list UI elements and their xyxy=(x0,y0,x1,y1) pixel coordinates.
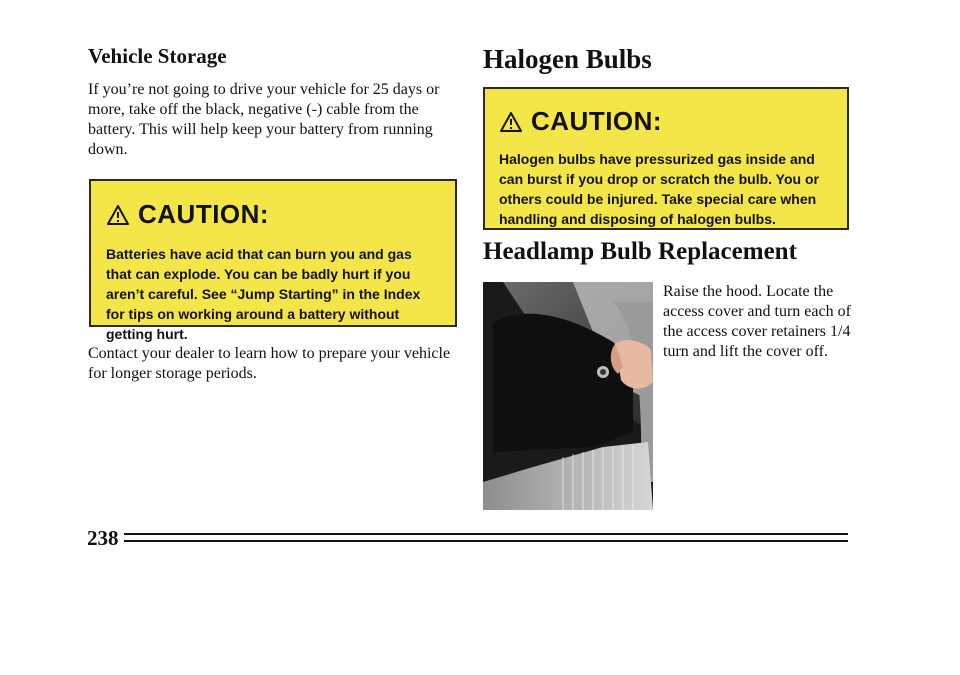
caution-text: Halogen bulbs have pressurized gas inside and can burst if you drop or scratch the bulb. You or others could be injured. Take special care when handling and disposing of halogen bulbs. xyxy=(499,151,819,227)
caution-title-row xyxy=(106,199,441,230)
vehicle-storage-heading: Vehicle Storage xyxy=(88,44,227,68)
caution-title: CAUTION: xyxy=(138,199,270,229)
warning-triangle-icon xyxy=(499,111,523,133)
caution-text: Batteries have acid that can burn you and gas that can explode. You can be badly hurt if you aren’t careful. See “Jump Starting” in the Index for tips on working around a battery without getting hurt. xyxy=(106,246,421,342)
headlamp-instructions: Raise the hood. Locate the access cover and turn each of the access cover retainers 1/4 turn and lift the cover off. xyxy=(663,283,851,360)
headlamp-access-cover-photo xyxy=(483,282,653,510)
halogen-caution-box xyxy=(483,87,849,230)
vehicle-storage-outro: Contact your dealer to learn how to prepare your vehicle for longer storage periods. xyxy=(88,345,451,382)
footer-rule-bottom xyxy=(124,540,848,542)
footer-rule-top xyxy=(124,533,848,535)
battery-caution-box xyxy=(89,179,457,342)
warning-triangle-icon xyxy=(106,204,130,226)
headlamp-photo-illustration xyxy=(483,282,653,510)
caution-title-row xyxy=(499,106,833,137)
vehicle-storage-intro: If you’re not going to drive your vehicle for 25 days or more, take off the black, negative (-) cable from the battery. This will help keep your battery from running down. xyxy=(88,81,440,158)
caution-title: CAUTION: xyxy=(531,106,663,136)
page-number: 238 xyxy=(87,526,119,550)
headlamp-bulb-replacement-heading: Headlamp Bulb Replacement xyxy=(483,238,797,265)
halogen-bulbs-heading: Halogen Bulbs xyxy=(483,44,652,74)
